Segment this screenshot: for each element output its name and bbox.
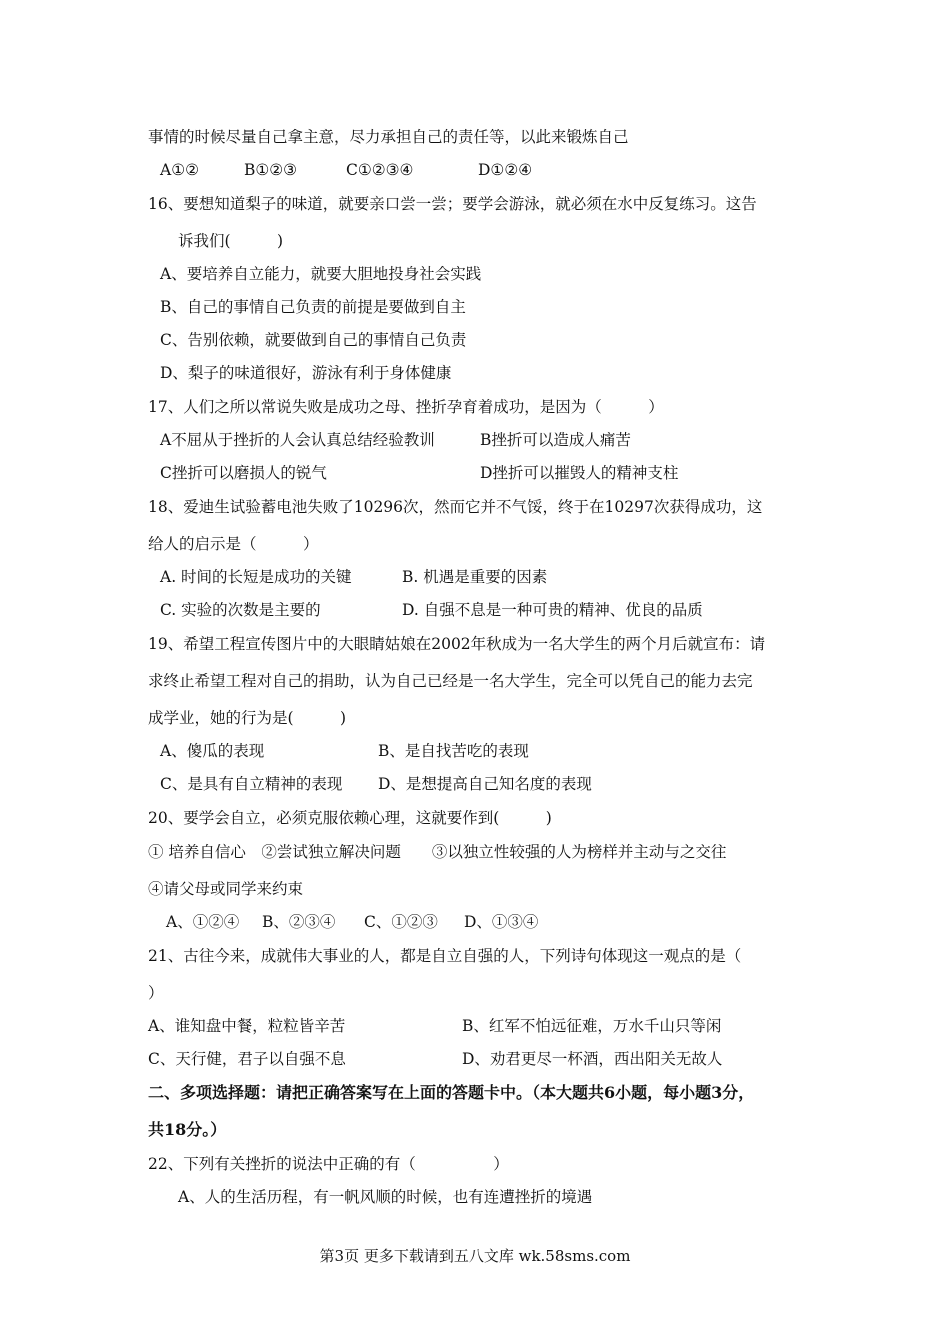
option-c: C①②③④ xyxy=(346,161,414,179)
q21-option-d: D、劝君更尽一杯酒，西出阳关无故人 xyxy=(462,1050,723,1068)
question-18: 18、爱迪生试验蓄电池失败了10296次，然而它并不气馁，终于在10297次获得成功，这 xyxy=(148,498,763,516)
question-22: 22、下列有关挫折的说法中正确的有（ ） xyxy=(148,1155,509,1173)
q16-option-c: C、告别依赖，就要做到自己的事情自己负责 xyxy=(160,331,467,349)
option-d: D①②④ xyxy=(478,161,533,179)
section-2-heading-cont: 共18分。） xyxy=(148,1120,227,1139)
q19-option-d: D、是想提高自己知名度的表现 xyxy=(378,775,592,793)
question-21-cont: ） xyxy=(148,984,164,1002)
question-16-cont: 诉我们( ) xyxy=(178,232,284,250)
q16-option-b: B、自己的事情自己负责的前提是要做到自主 xyxy=(160,298,466,316)
q18-option-c: C. 实验的次数是主要的 xyxy=(160,601,321,619)
q16-option-a: A、要培养自立能力，就要大胆地投身社会实践 xyxy=(160,265,482,283)
q19-option-a: A、傻瓜的表现 xyxy=(160,742,265,760)
question-21: 21、古往今来，成就伟大事业的人，都是自立自强的人，下列诗句体现这一观点的是（ xyxy=(148,947,742,965)
option-a: A①② xyxy=(160,161,199,179)
q22-option-a: A、人的生活历程，有一帆风顺的时候，也有连遭挫折的境遇 xyxy=(178,1188,593,1206)
section-2-heading: 二、多项选择题：请把正确答案写在上面的答题卡中。（本大题共6小题，每小题3分， xyxy=(148,1083,755,1102)
q19-option-c: C、是具有自立精神的表现 xyxy=(160,775,343,793)
question-17: 17、人们之所以常说失败是成功之母、挫折孕育着成功，是因为（ ） xyxy=(148,398,664,416)
q17-option-b: B挫折可以造成人痛苦 xyxy=(480,431,631,449)
question-19-cont1: 求终止希望工程对自己的捐助，认为自己已经是一名大学生，完全可以凭自己的能力去完 xyxy=(148,672,753,690)
q19-option-b: B、是自找苦吃的表现 xyxy=(378,742,529,760)
q18-option-b: B. 机遇是重要的因素 xyxy=(402,568,548,586)
q20-option-d: D、①③④ xyxy=(464,913,539,931)
q20-option-a: A、①②④ xyxy=(166,913,240,931)
q20-option-c: C、①②③ xyxy=(364,913,438,931)
text-line: 事情的时候尽量自己拿主意，尽力承担自己的责任等，以此来锻炼自己 xyxy=(148,128,629,146)
q18-option-a: A. 时间的长短是成功的关键 xyxy=(160,568,352,586)
q20-statements-cont: ④请父母或同学来约束 xyxy=(148,880,304,898)
question-20: 20、要学会自立，必须克服依赖心理，这就要作到( ) xyxy=(148,809,552,827)
q17-option-a: A不屈从于挫折的人会认真总结经验教训 xyxy=(160,431,435,449)
question-19-cont2: 成学业，她的行为是( ) xyxy=(148,709,347,727)
q16-option-d: D、梨子的味道很好，游泳有利于身体健康 xyxy=(160,364,452,382)
option-b: B①②③ xyxy=(244,161,298,179)
q21-option-c: C、天行健，君子以自强不息 xyxy=(148,1050,346,1068)
q20-option-b: B、②③④ xyxy=(262,913,336,931)
q21-option-a: A、谁知盘中餐，粒粒皆辛苦 xyxy=(148,1017,346,1035)
q17-option-c: C挫折可以磨损人的锐气 xyxy=(160,464,327,482)
question-18-cont: 给人的启示是（ ） xyxy=(148,535,319,553)
q21-option-b: B、红军不怕远征难，万水千山只等闲 xyxy=(462,1017,722,1035)
q17-option-d: D挫折可以摧毁人的精神支柱 xyxy=(480,464,679,482)
page-footer: 第3页 更多下载请到五八文库 wk.58sms.com xyxy=(319,1247,631,1265)
question-16: 16、要想知道梨子的味道，就要亲口尝一尝；要学会游泳，就必须在水中反复练习。这告 xyxy=(148,195,757,213)
q20-statements: ① 培养自信心 ②尝试独立解决问题 ③以独立性较强的人为榜样并主动与之交往 xyxy=(148,843,727,861)
q18-option-d: D. 自强不息是一种可贵的精神、优良的品质 xyxy=(402,601,703,619)
question-19: 19、希望工程宣传图片中的大眼睛姑娘在2002年秋成为一名大学生的两个月后就宣布：请 xyxy=(148,635,766,653)
